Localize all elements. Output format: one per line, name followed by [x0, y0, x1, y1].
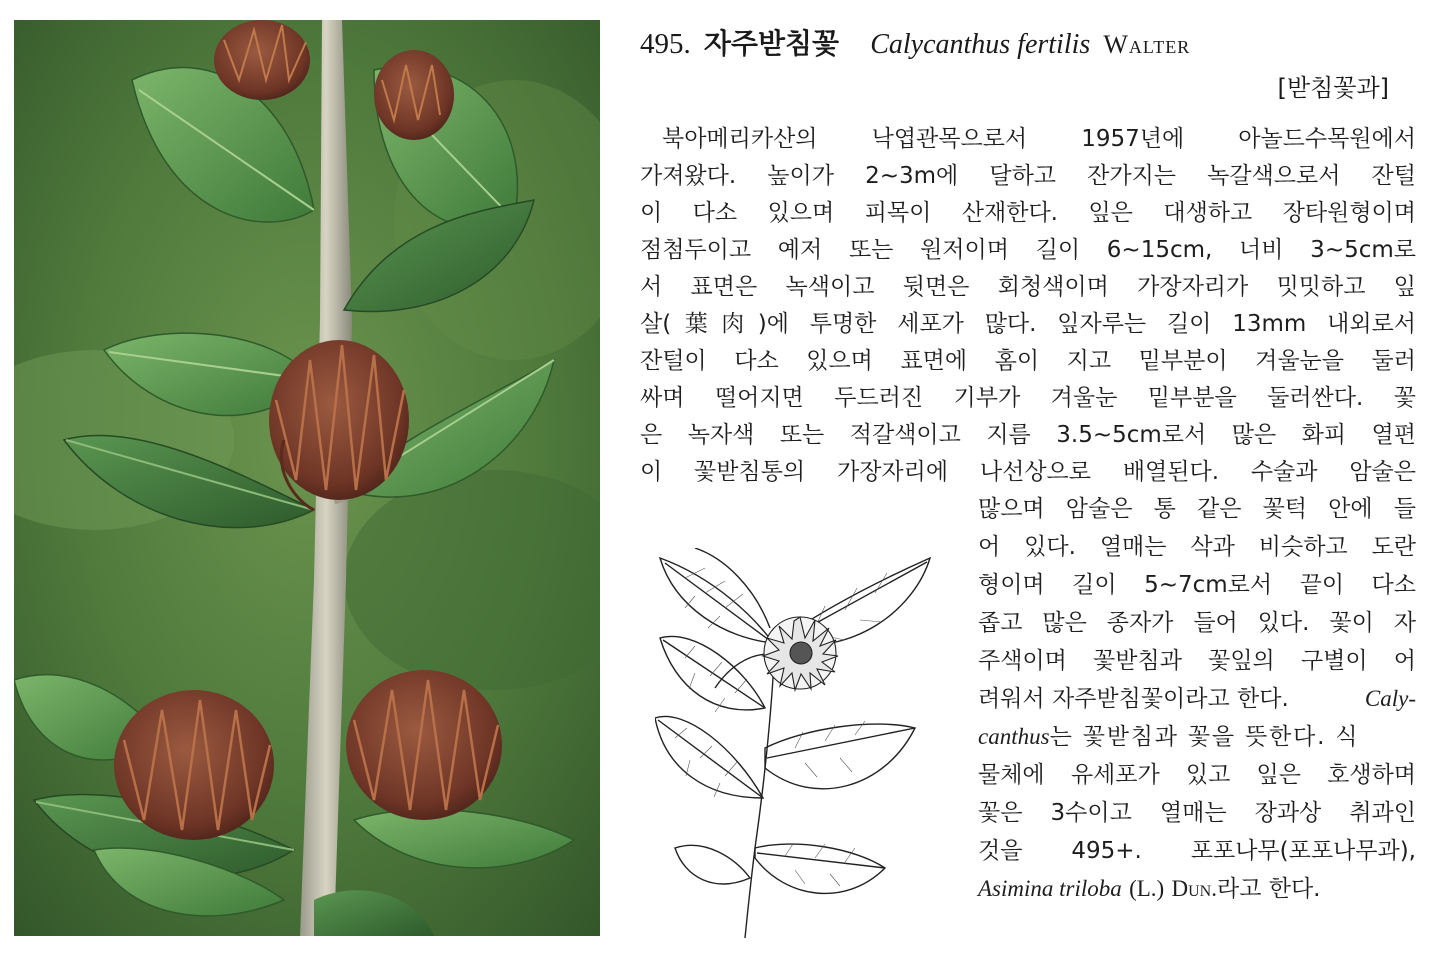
- side-line: [978, 681, 1416, 717]
- body-line: 잔털이 다소 있으며 표면에 홈이 지고 밑부분이 겨울눈을 둘러: [640, 348, 1416, 374]
- asimina-author-b: Dun.: [1171, 876, 1217, 901]
- side-line: 좁고 많은 종자가 들어 있다. 꽃이 자: [978, 610, 1416, 636]
- side-line: 것을 495+. 포포나무(포포나무과),: [978, 838, 1416, 864]
- plant-photo: [14, 20, 600, 936]
- body-line: 은 녹자색 또는 적갈색이고 지름 3.5~5cm로서 많은 화피 열편: [640, 422, 1416, 448]
- calycanthus-part-b: canthus: [978, 724, 1050, 749]
- asimina-name: Asimina triloba: [978, 876, 1122, 901]
- entry-number: 495.: [640, 28, 691, 60]
- body-line: 이 꽃받침통의 가장자리에 나선상으로 배열된다. 수술과 암술은: [640, 459, 1416, 485]
- body-line: 싸며 떨어지면 두드러진 기부가 겨울눈 밑부분을 둘러싼다. 꽃: [640, 385, 1416, 411]
- side-line-text: 려워서 자주받침꽃이라고 한다.: [978, 686, 1289, 712]
- family-label: [받침꽃과]: [1277, 74, 1389, 102]
- side-line: 주색이며 꽃받침과 꽃잎의 구별이 어: [978, 648, 1416, 674]
- body-line: 서 표면은 녹색이고 뒷면은 회청색이며 가장자리가 밋밋하고 잎: [640, 274, 1416, 300]
- side-line-text: 는 꽃받침과 꽃을 뜻한다. 식: [1049, 724, 1360, 750]
- scientific-name: Calycanthus fertilis: [870, 29, 1091, 60]
- body-line: 북아메리카산의 낙엽관목으로서 1957년에 아놀드수목원에서: [662, 126, 1416, 152]
- author: Walter: [1103, 30, 1191, 59]
- side-line: 어 있다. 열매는 삭과 비슷하고 도란: [978, 534, 1416, 560]
- side-line: 많으며 암술은 통 같은 꽃턱 안에 들: [978, 496, 1416, 522]
- body-line: 이 다소 있으며 피목이 산재한다. 잎은 대생하고 장타원형이며: [640, 200, 1416, 226]
- body-line: 가져왔다. 높이가 2~3m에 달하고 잔가지는 녹갈색으로서 잔털: [640, 163, 1416, 189]
- common-name: 자주받침꽃: [703, 27, 840, 60]
- calycanthus-part-a: Caly-: [1364, 686, 1416, 711]
- body-line: 점첨두이고 예저 또는 원저이며 길이 6~15cm, 너비 3~5cm로: [640, 237, 1416, 263]
- side-line: [978, 871, 1416, 907]
- side-line: 물체에 유세포가 있고 잎은 호생하며: [978, 762, 1416, 788]
- side-line: 꽃은 3수이고 열매는 장과상 취과인: [978, 800, 1416, 826]
- body-line: 살(葉肉)에 투명한 세포가 많다. 잎자루는 길이 13mm 내외로서: [640, 311, 1416, 337]
- side-line: 형이며 길이 5~7cm로서 끝이 다소: [978, 572, 1416, 598]
- asimina-author: (L.): [1129, 876, 1165, 901]
- entry-title: [640, 22, 1420, 68]
- botanical-illustration: [655, 548, 945, 938]
- side-line: [978, 719, 1416, 755]
- side-line-text: 라고 한다.: [1217, 876, 1321, 902]
